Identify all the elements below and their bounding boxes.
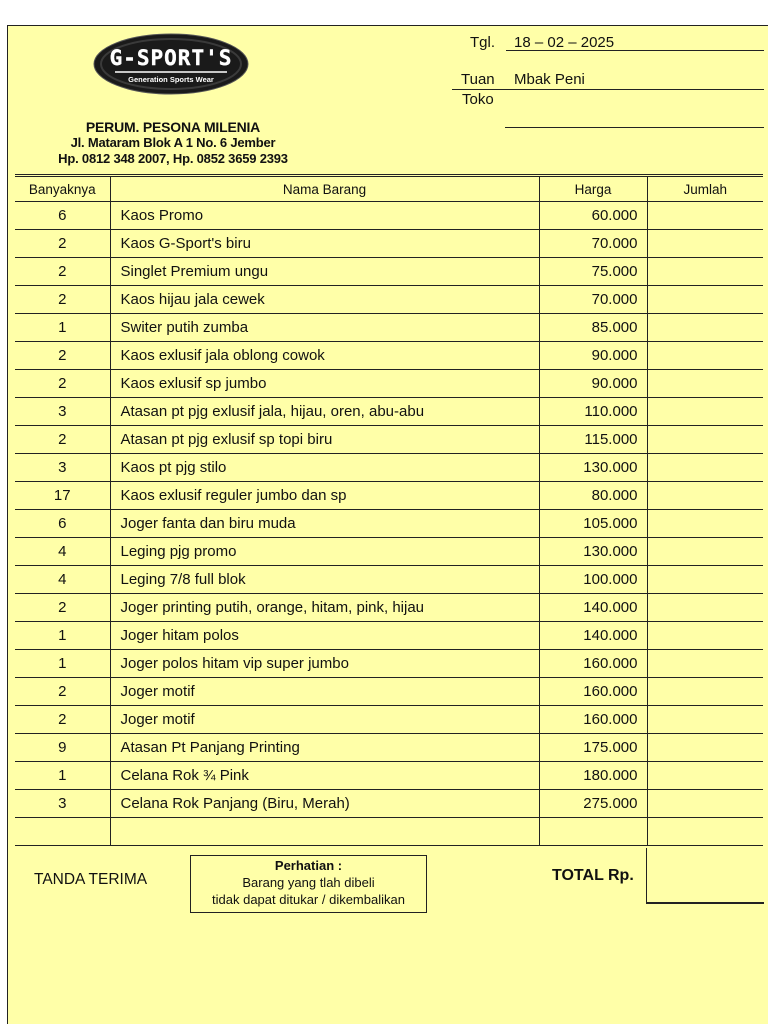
row-amount: [647, 790, 763, 818]
row-price: 60.000: [539, 202, 647, 230]
row-item-name: [110, 818, 539, 846]
col-header-total: Jumlah: [647, 176, 763, 202]
row-amount: [647, 258, 763, 286]
invoice-sheet: [7, 25, 768, 1024]
row-qty: 2: [15, 426, 110, 454]
row-qty: 9: [15, 734, 110, 762]
row-price: 90.000: [539, 370, 647, 398]
row-qty: 2: [15, 286, 110, 314]
row-price: 130.000: [539, 454, 647, 482]
row-item-name: Kaos G-Sport's biru: [110, 230, 539, 258]
row-amount: [647, 594, 763, 622]
col-header-price: Harga: [539, 176, 647, 202]
table-row: [15, 482, 763, 510]
row-qty: 2: [15, 258, 110, 286]
row-qty: 1: [15, 314, 110, 342]
shop-underline: [505, 127, 764, 128]
notice-box: [190, 855, 427, 913]
row-item-name: Joger motif: [110, 678, 539, 706]
row-item-name: Joger motif: [110, 706, 539, 734]
row-price: 105.000: [539, 510, 647, 538]
row-amount: [647, 482, 763, 510]
table-header-row: [15, 176, 763, 202]
row-qty: 2: [15, 706, 110, 734]
table-row: [15, 818, 763, 846]
row-item-name: Kaos exlusif jala oblong cowok: [110, 342, 539, 370]
row-item-name: Kaos Promo: [110, 202, 539, 230]
table-row: [15, 342, 763, 370]
row-qty: 6: [15, 510, 110, 538]
address-line-1: PERUM. PESONA MILENIA: [85, 119, 261, 135]
row-amount: [647, 622, 763, 650]
row-price: 160.000: [539, 706, 647, 734]
table-row: [15, 454, 763, 482]
row-amount: [647, 426, 763, 454]
customer-value[interactable]: Mbak Peni: [514, 71, 585, 88]
row-amount: [647, 538, 763, 566]
row-amount: [647, 286, 763, 314]
row-qty: 2: [15, 594, 110, 622]
table-row: [15, 734, 763, 762]
row-price: 180.000: [539, 762, 647, 790]
table-row: [15, 230, 763, 258]
date-value[interactable]: 18 – 02 – 2025: [514, 34, 615, 51]
date-underline: [506, 50, 764, 51]
row-price: 70.000: [539, 230, 647, 258]
col-header-qty: Banyaknya: [15, 176, 110, 202]
total-label: TOTAL Rp.: [552, 867, 634, 884]
row-qty: 2: [15, 370, 110, 398]
table-row: [15, 370, 763, 398]
row-item-name: Kaos hijau jala cewek: [110, 286, 539, 314]
row-qty: 2: [15, 230, 110, 258]
table-row: [15, 762, 763, 790]
table-row: [15, 706, 763, 734]
row-item-name: Joger polos hitam vip super jumbo: [110, 650, 539, 678]
customer-label: Tuan: [461, 71, 495, 88]
row-item-name: Kaos pt pjg stilo: [110, 454, 539, 482]
row-amount: [647, 342, 763, 370]
total-box-divider: [646, 848, 647, 902]
row-price: 160.000: [539, 678, 647, 706]
row-qty: 2: [15, 342, 110, 370]
row-amount: [647, 734, 763, 762]
row-item-name: Joger hitam polos: [110, 622, 539, 650]
address-line-2: Jl. Mataram Blok A 1 No. 6 Jember: [70, 135, 276, 150]
table-row: [15, 538, 763, 566]
shop-label: Toko: [462, 91, 494, 108]
row-item-name: Atasan pt pjg exlusif sp topi biru: [110, 426, 539, 454]
row-qty: 3: [15, 398, 110, 426]
row-amount: [647, 818, 763, 846]
row-amount: [647, 706, 763, 734]
store-address: [28, 119, 318, 167]
row-price: 175.000: [539, 734, 647, 762]
store-logo: [93, 33, 249, 95]
row-item-name: Singlet Premium ungu: [110, 258, 539, 286]
row-amount: [647, 762, 763, 790]
receipt-signature-label: TANDA TERIMA: [34, 871, 148, 888]
table-row: [15, 510, 763, 538]
row-amount: [647, 566, 763, 594]
row-qty: 6: [15, 202, 110, 230]
table-row: [15, 594, 763, 622]
notice-line-2: tidak dapat ditukar / dikembalikan: [212, 892, 405, 907]
address-line-3: Hp. 0812 348 2007, Hp. 0852 3659 2393: [58, 151, 288, 166]
row-amount: [647, 510, 763, 538]
row-price: 75.000: [539, 258, 647, 286]
row-item-name: Celana Rok ¾ Pink: [110, 762, 539, 790]
notice-title: Perhatian :: [274, 858, 343, 873]
row-item-name: Joger fanta dan biru muda: [110, 510, 539, 538]
row-qty: 2: [15, 678, 110, 706]
row-qty: 3: [15, 454, 110, 482]
logo-text: G-SPORT'S: [109, 46, 233, 70]
row-amount: [647, 454, 763, 482]
row-price: 110.000: [539, 398, 647, 426]
row-qty: 1: [15, 762, 110, 790]
table-row: [15, 398, 763, 426]
row-item-name: Celana Rok Panjang (Biru, Merah): [110, 790, 539, 818]
row-qty: 1: [15, 650, 110, 678]
row-price: 130.000: [539, 538, 647, 566]
row-price: [539, 818, 647, 846]
row-amount: [647, 370, 763, 398]
total-underline: [646, 902, 764, 904]
table-row: [15, 650, 763, 678]
table-row: [15, 426, 763, 454]
row-price: 160.000: [539, 650, 647, 678]
logo-tagline: Generation Sports Wear: [128, 75, 214, 84]
row-item-name: Joger printing putih, orange, hitam, pink, hijau: [110, 594, 539, 622]
row-amount: [647, 678, 763, 706]
date-label: Tgl.: [470, 34, 496, 51]
row-amount: [647, 230, 763, 258]
table-row: [15, 790, 763, 818]
table-row: [15, 566, 763, 594]
row-amount: [647, 650, 763, 678]
row-amount: [647, 398, 763, 426]
row-qty: 3: [15, 790, 110, 818]
row-price: 85.000: [539, 314, 647, 342]
row-amount: [647, 314, 763, 342]
row-item-name: Kaos exlusif reguler jumbo dan sp: [110, 482, 539, 510]
row-price: 80.000: [539, 482, 647, 510]
table-row: [15, 286, 763, 314]
col-header-name: Nama Barang: [110, 176, 539, 202]
row-qty: 1: [15, 622, 110, 650]
row-amount: [647, 202, 763, 230]
table-row: [15, 258, 763, 286]
row-price: 140.000: [539, 622, 647, 650]
row-qty: [15, 818, 110, 846]
customer-underline: [452, 89, 764, 90]
row-price: 70.000: [539, 286, 647, 314]
row-price: 90.000: [539, 342, 647, 370]
row-item-name: Atasan pt pjg exlusif jala, hijau, oren, abu-abu: [110, 398, 539, 426]
notice-line-1: Barang yang tlah dibeli: [242, 875, 375, 890]
row-price: 275.000: [539, 790, 647, 818]
row-item-name: Switer putih zumba: [110, 314, 539, 342]
row-item-name: Leging 7/8 full blok: [110, 566, 539, 594]
row-qty: 17: [15, 482, 110, 510]
row-item-name: Kaos exlusif sp jumbo: [110, 370, 539, 398]
table-row: [15, 314, 763, 342]
row-price: 100.000: [539, 566, 647, 594]
row-qty: 4: [15, 566, 110, 594]
row-qty: 4: [15, 538, 110, 566]
row-price: 115.000: [539, 426, 647, 454]
table-row: [15, 622, 763, 650]
row-item-name: Leging pjg promo: [110, 538, 539, 566]
items-table: [15, 174, 763, 846]
row-item-name: Atasan Pt Panjang Printing: [110, 734, 539, 762]
row-price: 140.000: [539, 594, 647, 622]
table-row: [15, 202, 763, 230]
table-row: [15, 678, 763, 706]
